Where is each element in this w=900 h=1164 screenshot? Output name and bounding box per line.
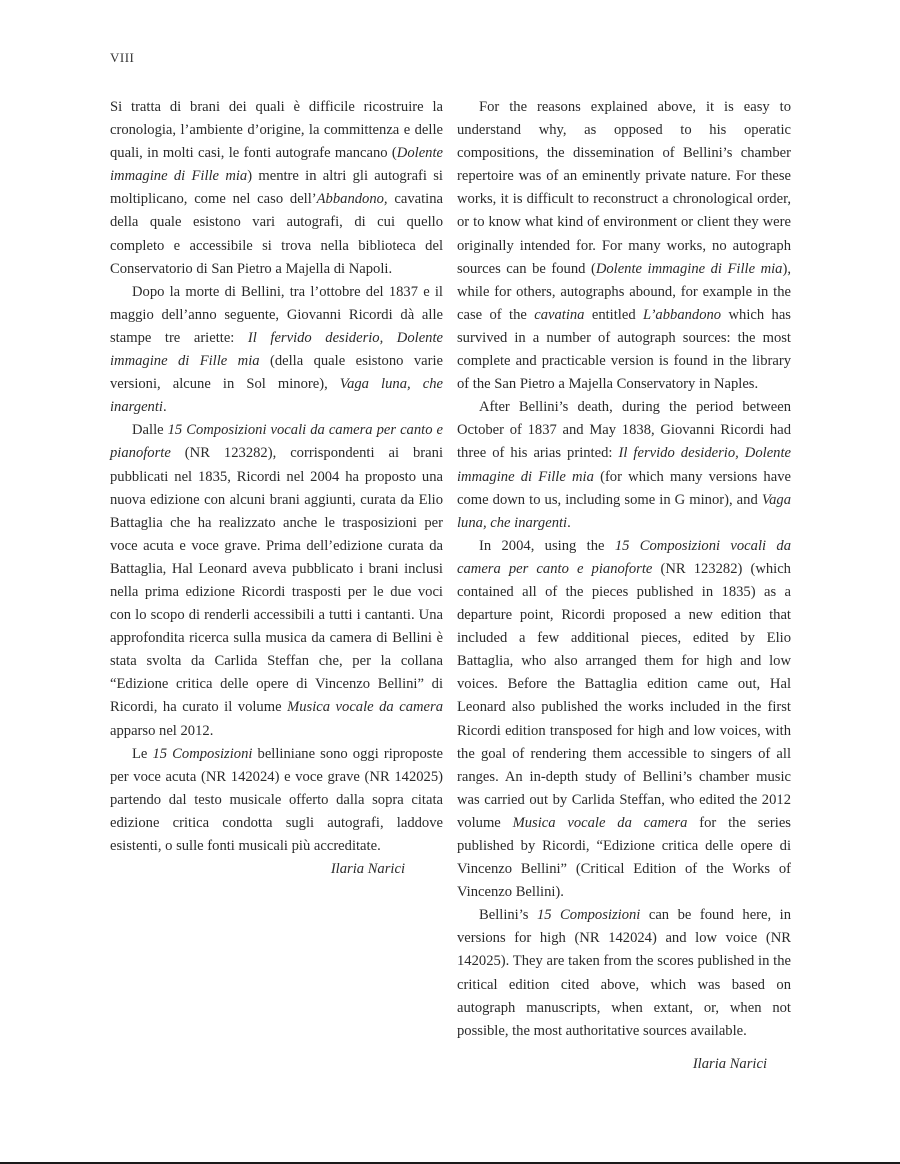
italic-title: Vaga luna, che inargenti bbox=[110, 376, 443, 416]
italic-title: Il fervido desiderio, Dolente immagine di Fille mia bbox=[457, 445, 791, 485]
paragraph: In 2004, using the 15 Composizioni vocali da camera per canto e pianoforte (NR 123282) (which contained all of the pieces published in 1835) as a departure point, Ricordi proposed a new edition that included a few additional pieces, edited by Elio Battaglia, who also arranged them for high and low voices. Before the Battaglia edition came out, Hal Leonard also published the works included in the first Ricordi edition transposed for high and low voices, with the goal of rendering them accessible to singers of all ranges. An in-depth study of Bellini’s chamber music was carried out by Carlida Steffan, who edited the 2012 volume Musica vocale da camera for the series published by Ricordi, “Edizione critica delle opere di Vincenzo Bellini” (Critical Edition of the Works of Vincenzo Bellini). bbox=[457, 537, 791, 901]
paragraph: After Bellini’s death, during the period between October of 1837 and May 1838, Giovanni Ricordi had three of his arias printed: Il fervido desiderio, Dolente immagine di Fille mia (for which many versions have come down to us, including some in G minor), and Vaga luna, che inargenti. bbox=[457, 399, 791, 531]
italic-title: Vaga luna, che inargenti bbox=[457, 491, 791, 531]
author-signature: Ilaria Narici bbox=[330, 861, 405, 878]
paragraph: Dalle 15 Composizioni vocali da camera per canto e pianoforte (NR 123282), corrispondenti ai brani pubblicati nel 1835, Ricordi nel 2004 ha proposto una nuova edizione con alcuni brani aggiunti, curata da Elio Battaglia che ha realizzato anche le trasposizioni per voce acuta e voce grave. Prima dell’edizione curata da Battaglia, Hal Leonard aveva pubblicato i brani inclusi nella prima edizione Ricordi trasposti per le due voci con lo scopo di renderli accessibili a tutti i cantanti. Una approfondita ricerca sulla musica da camera di Bellini è stata svolta da Carlida Steffan che, per la collana “Edizione critica delle opere di Vincenzo Bellini” di Ricordi, ha curato il volume Musica vocale da camera apparso nel 2012. bbox=[110, 422, 443, 739]
italic-title: 15 Composizioni bbox=[152, 745, 253, 762]
italic-title: 15 Composizioni bbox=[536, 907, 641, 924]
italic-title: Dolente immagine di Fille mia bbox=[110, 145, 443, 185]
paragraph: For the reasons explained above, it is easy to understand why, as opposed to his operatic compositions, the dissemination of Bellini’s chamber repertoire was of an eminently private nature. For these works, it is difficult to reconstruct a chronological order, or to know what kind of environment or client they were originally intended for. For many works, no autograph sources can be found (Dolente immagine di Fille mia), while for others, autographs abound, for example in the case of the cavatina entitled L’abbandono which has survived in a number of autograph sources: the most complete and practicable version is found in the library of the San Pietro a Majella Conservatory in Naples. bbox=[457, 99, 791, 393]
italic-title: cavatina bbox=[534, 306, 585, 323]
author-signature: Ilaria Narici bbox=[692, 1055, 767, 1072]
italic-title: Musica vocale da camera bbox=[512, 814, 688, 831]
italic-title: Musica vocale da camera bbox=[287, 699, 443, 716]
paragraph: Le 15 Composizioni belliniane sono oggi riproposte per voce acuta (NR 142024) e voce grave (NR 142025) partendo dal testo musicale offerto dalla sopra citata edizione critica condotta sugli autografi, laddove esistenti, o sulle fonti musicali più accreditate. bbox=[110, 745, 444, 854]
italian-text-column bbox=[110, 96, 443, 881]
italic-title: 15 Composizioni vocali da camera per canto e pianoforte bbox=[110, 422, 443, 462]
italic-title: Abbandono, bbox=[316, 191, 388, 208]
page-number: VIII bbox=[110, 50, 135, 65]
english-text-column bbox=[457, 96, 791, 1076]
italic-title: Dolente immagine di Fille mia bbox=[595, 260, 783, 277]
paragraph: Si tratta di brani dei quali è difficile ricostruire la cronologia, l’ambiente d’origine, la committenza e delle quali, in molti casi, le fonti autografe mancano (Dolente immagine di Fille mia) mentre in altri gli autografi si moltiplicano, come nel caso dell’Abbandono, cavatina della quale esistono vari autografi, di cui quello completo e accessibile si trova nella biblioteca del Conservatorio di San Pietro a Majella di Napoli. bbox=[110, 99, 443, 277]
italic-title: 15 Composizioni vocali da camera per canto e pianoforte bbox=[457, 537, 791, 577]
italic-title: Il fervido desiderio, Dolente immagine di Fille mia bbox=[110, 329, 444, 370]
paragraph: Bellini’s 15 Composizioni can be found here, in versions for high (NR 142024) and low voice (NR 142025). They are taken from the scores published in the critical edition cited above, which was based on autograph manuscripts, when extant, or, when not possible, the most authoritative sources available. bbox=[457, 907, 792, 1039]
italic-title: L’abbandono bbox=[643, 306, 722, 323]
paragraph: Dopo la morte di Bellini, tra l’ottobre del 1837 e il maggio dell’anno seguente, Giovanni Ricordi dà alle stampe tre ariette: Il fervido desiderio, Dolente immagine di Fille mia (della quale esistono varie versioni, alcune in Sol minore), Vaga luna, che inargenti. bbox=[110, 283, 444, 416]
